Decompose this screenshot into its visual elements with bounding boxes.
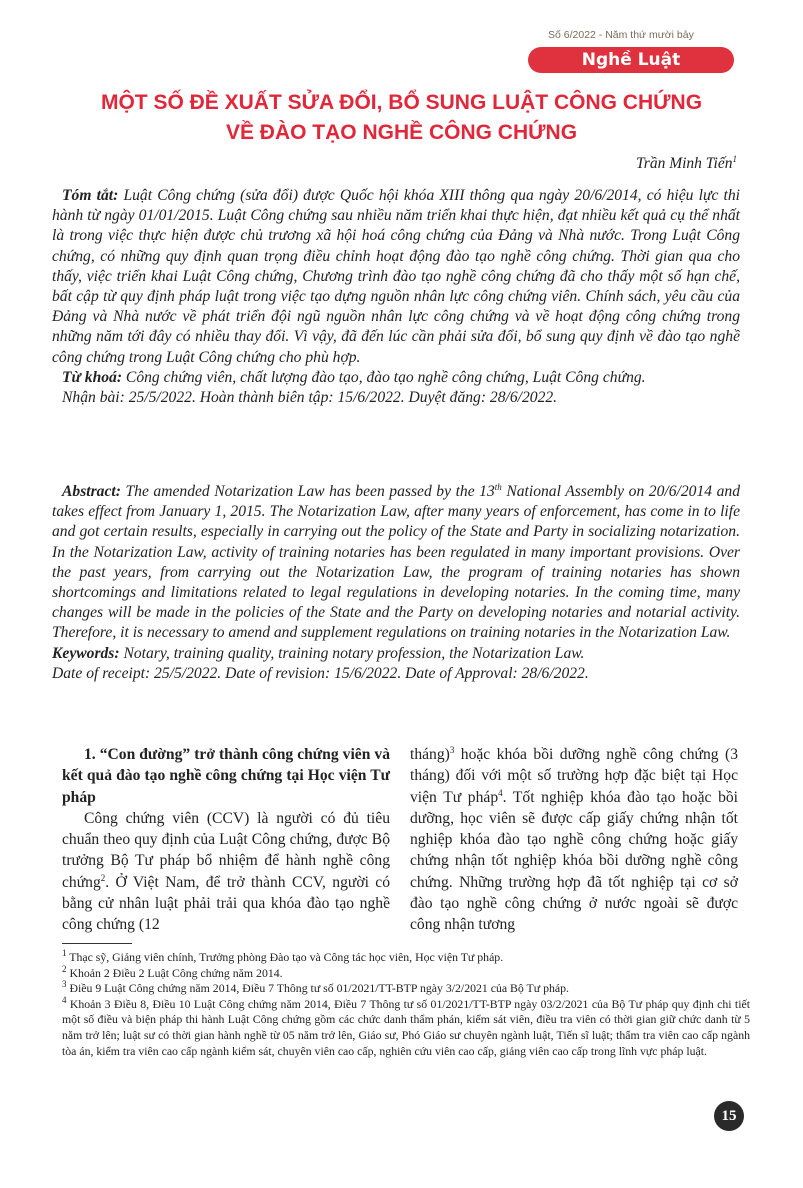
footnote-number: 4 xyxy=(62,994,67,1005)
footnote-number: 3 xyxy=(62,979,67,990)
title-line: MỘT SỐ ĐỀ XUẤT SỬA ĐỔI, BỔ SUNG LUẬT CÔNG CHỨNG xyxy=(100,91,703,114)
footnote-divider xyxy=(62,943,132,944)
body-column-left xyxy=(62,744,390,936)
abstract-label: Abstract: xyxy=(62,483,121,500)
page-number: 15 xyxy=(714,1101,744,1131)
body-text: . Ở Việt Nam, để trở thành CCV, người có bằng cử nhân luật phải trải qua khóa đào tạo nghề công chứng (12 xyxy=(62,873,390,934)
superscript: th xyxy=(494,481,502,492)
keywords-label: Keywords: xyxy=(52,644,120,662)
issue-label: Số 6/2022 - Năm thứ mười bảy xyxy=(548,29,694,41)
footnote-text: Điều 9 Luật Công chứng năm 2014, Điều 7 Thông tư số 01/2021/TT-BTP ngày 3/2/2021 của Bộ Tư pháp. xyxy=(66,981,569,996)
abstract-text: The amended Notarization Law has been passed by the 13 xyxy=(120,483,495,500)
body-text: Công chứng viên (CCV) là người có đủ tiêu chuẩn theo quy định của Luật Công chứng, được Bộ trưởng Bộ Tư pháp bổ nhiệm để hành nghề công chứng xyxy=(62,809,390,891)
footnote xyxy=(62,963,750,982)
article-title xyxy=(40,88,763,148)
abstract-text: National Assembly on 20/6/2014 and takes effect from January 1, 2015. The Notarization Law, after many years of enforcement, has come in to life and got certain results, especially in carrying out the policy of the State and Party in socializing notarization. In the Notarization Law, activity of training notaries has been regulated in many important provisions. Over the past years, from carrying out the Notarization Law, the program of training notaries has shown shortcomings and limitations related to legal regulations in developing notaries. In the coming time, many changes will be made in the policies of the State and the Party on developing notaries and notarial activity. Therefore, it is necessary to amend and supplement regulations on training notaries in the Notarization Law. xyxy=(52,483,740,642)
section-badge: Nghề Luật xyxy=(528,47,734,73)
body-paragraph xyxy=(410,744,738,936)
footnote-text: Khoản 2 Điều 2 Luật Công chứng năm 2014. xyxy=(66,965,283,980)
vietnamese-summary xyxy=(52,186,740,408)
footnote-ref: 1 xyxy=(732,153,737,164)
footnote xyxy=(62,981,750,997)
footnote-ref: 2 xyxy=(100,872,106,883)
footnote-number: 2 xyxy=(62,963,67,974)
summary-paragraph xyxy=(52,186,740,368)
body-text: hoặc khóa bồi dưỡng nghề công chứng (3 tháng) đối với một số trường hợp đặc biệt tại Học viện Tư pháp xyxy=(410,746,738,806)
body-text: tháng) xyxy=(410,746,450,763)
footnote xyxy=(62,994,750,1059)
dates-paragraph: Nhận bài: 25/5/2022. Hoàn thành biên tập: 15/6/2022. Duyệt đăng: 28/6/2022. xyxy=(62,389,558,407)
body-paragraph xyxy=(62,808,390,936)
footnote-text: Thạc sỹ, Giảng viên chính, Trưởng phòng Đào tạo và Công tác học viên, Học viện Tư pháp. xyxy=(66,950,504,964)
title-line: VỀ ĐÀO TẠO NGHỀ CÔNG CHỨNG xyxy=(225,121,578,144)
author xyxy=(636,155,737,173)
keywords-paragraph xyxy=(52,644,740,664)
keywords-paragraph xyxy=(52,368,740,388)
summary-text: Luật Công chứng (sửa đổi) được Quốc hội khóa XIII thông qua ngày 20/6/2014, có hiệu lực thi hành từ ngày 01/01/2015. Luật Công chứng sau nhiều năm triển khai thực hiện, đạt nhiều kết quả cụ thể nhất là trong việc thực hiện được chủ trương xã hội hoá công chứng của Đảng và Nhà nước. Trong Luật Công chứng, có những quy định quan trọng điều chỉnh hoạt động đào tạo nghề công chứng. Thời gian qua cho thấy, việc triển khai Luật Công chứng, Chương trình đào tạo nghề công chứng đã cho thấy một số hạn chế, bất cập từ quy định pháp luật trong việc tạo dựng nguồn nhân lực công chứng viên. Chính sách, yêu cầu của Đảng và Nhà nước về phát triển đội ngũ nguồn nhân lực công chứng và về hoạt động công chứng trong những năm tới đây có nhiều thay đổi. Vì vậy, đã đến lúc cần phải sửa đổi, bổ sung quy định về đào tạo nghề công chứng trong Luật Công chứng cho phù hợp. xyxy=(52,187,740,366)
keywords-text: Công chứng viên, chất lượng đào tạo, đào tạo nghề công chứng, Luật Công chứng. xyxy=(122,368,646,386)
footnote xyxy=(62,950,750,966)
english-abstract xyxy=(52,482,740,684)
footnotes xyxy=(62,950,750,1059)
keywords-label: Từ khoá: xyxy=(62,368,123,386)
body-column-right xyxy=(410,744,738,936)
footnote-text: Khoản 3 Điều 8, Điều 10 Luật Công chứng năm 2014, Điều 7 Thông tư số 01/2021/TT-BTP ngày 03/2/2021 của Bộ Tư pháp quy định chi tiết một số điều và biện pháp thi hành Luật Công chứng gồm các chức danh thẩm phán, kiểm sát viên, điều tra viên có thời gian giữ chức danh từ 5 năm trở lên; luật sư có thời gian hành nghề từ 05 năm trở lên, Giáo sư, Phó Giáo sư chuyên ngành luật, Tiến sĩ luật; thẩm tra viên cao cấp ngành tòa án, kiểm tra viên cao cấp ngành kiểm sát, chuyên viên cao cấp, nghiên cứu viên cao cấp, giảng viên cao cấp trong lĩnh vực pháp luật. xyxy=(62,996,750,1058)
footnote-number: 1 xyxy=(62,948,67,959)
section-heading: 1. “Con đường” trở thành công chứng viên và kết quả đào tạo nghề công chứng tại Học viện Tư pháp xyxy=(62,746,390,806)
body-text: . Tốt nghiệp khóa đào tạo hoặc bồi dưỡng, học viên sẽ được cấp giấy chứng nhận tốt nghiệp khóa đào tạo nghề công chứng hoặc giấy chứng nhận tốt nghiệp khóa bồi dưỡng nghề công chứng. Những trường hợp đã tốt nghiệp tại cơ sở đào tạo nghề công chứng ở nước ngoài sẽ được công nhận tương xyxy=(410,788,738,934)
summary-label: Tóm tắt: xyxy=(62,187,119,204)
abstract-paragraph xyxy=(52,482,740,644)
author-name: Trần Minh Tiến xyxy=(636,155,733,172)
keywords-text: Notary, training quality, training notary profession, the Notarization Law. xyxy=(119,644,585,662)
footnote-ref: 3 xyxy=(449,744,455,755)
dates-paragraph: Date of receipt: 25/5/2022. Date of revision: 15/6/2022. Date of Approval: 28/6/2022. xyxy=(52,664,589,682)
footnote-ref: 4 xyxy=(498,787,503,798)
